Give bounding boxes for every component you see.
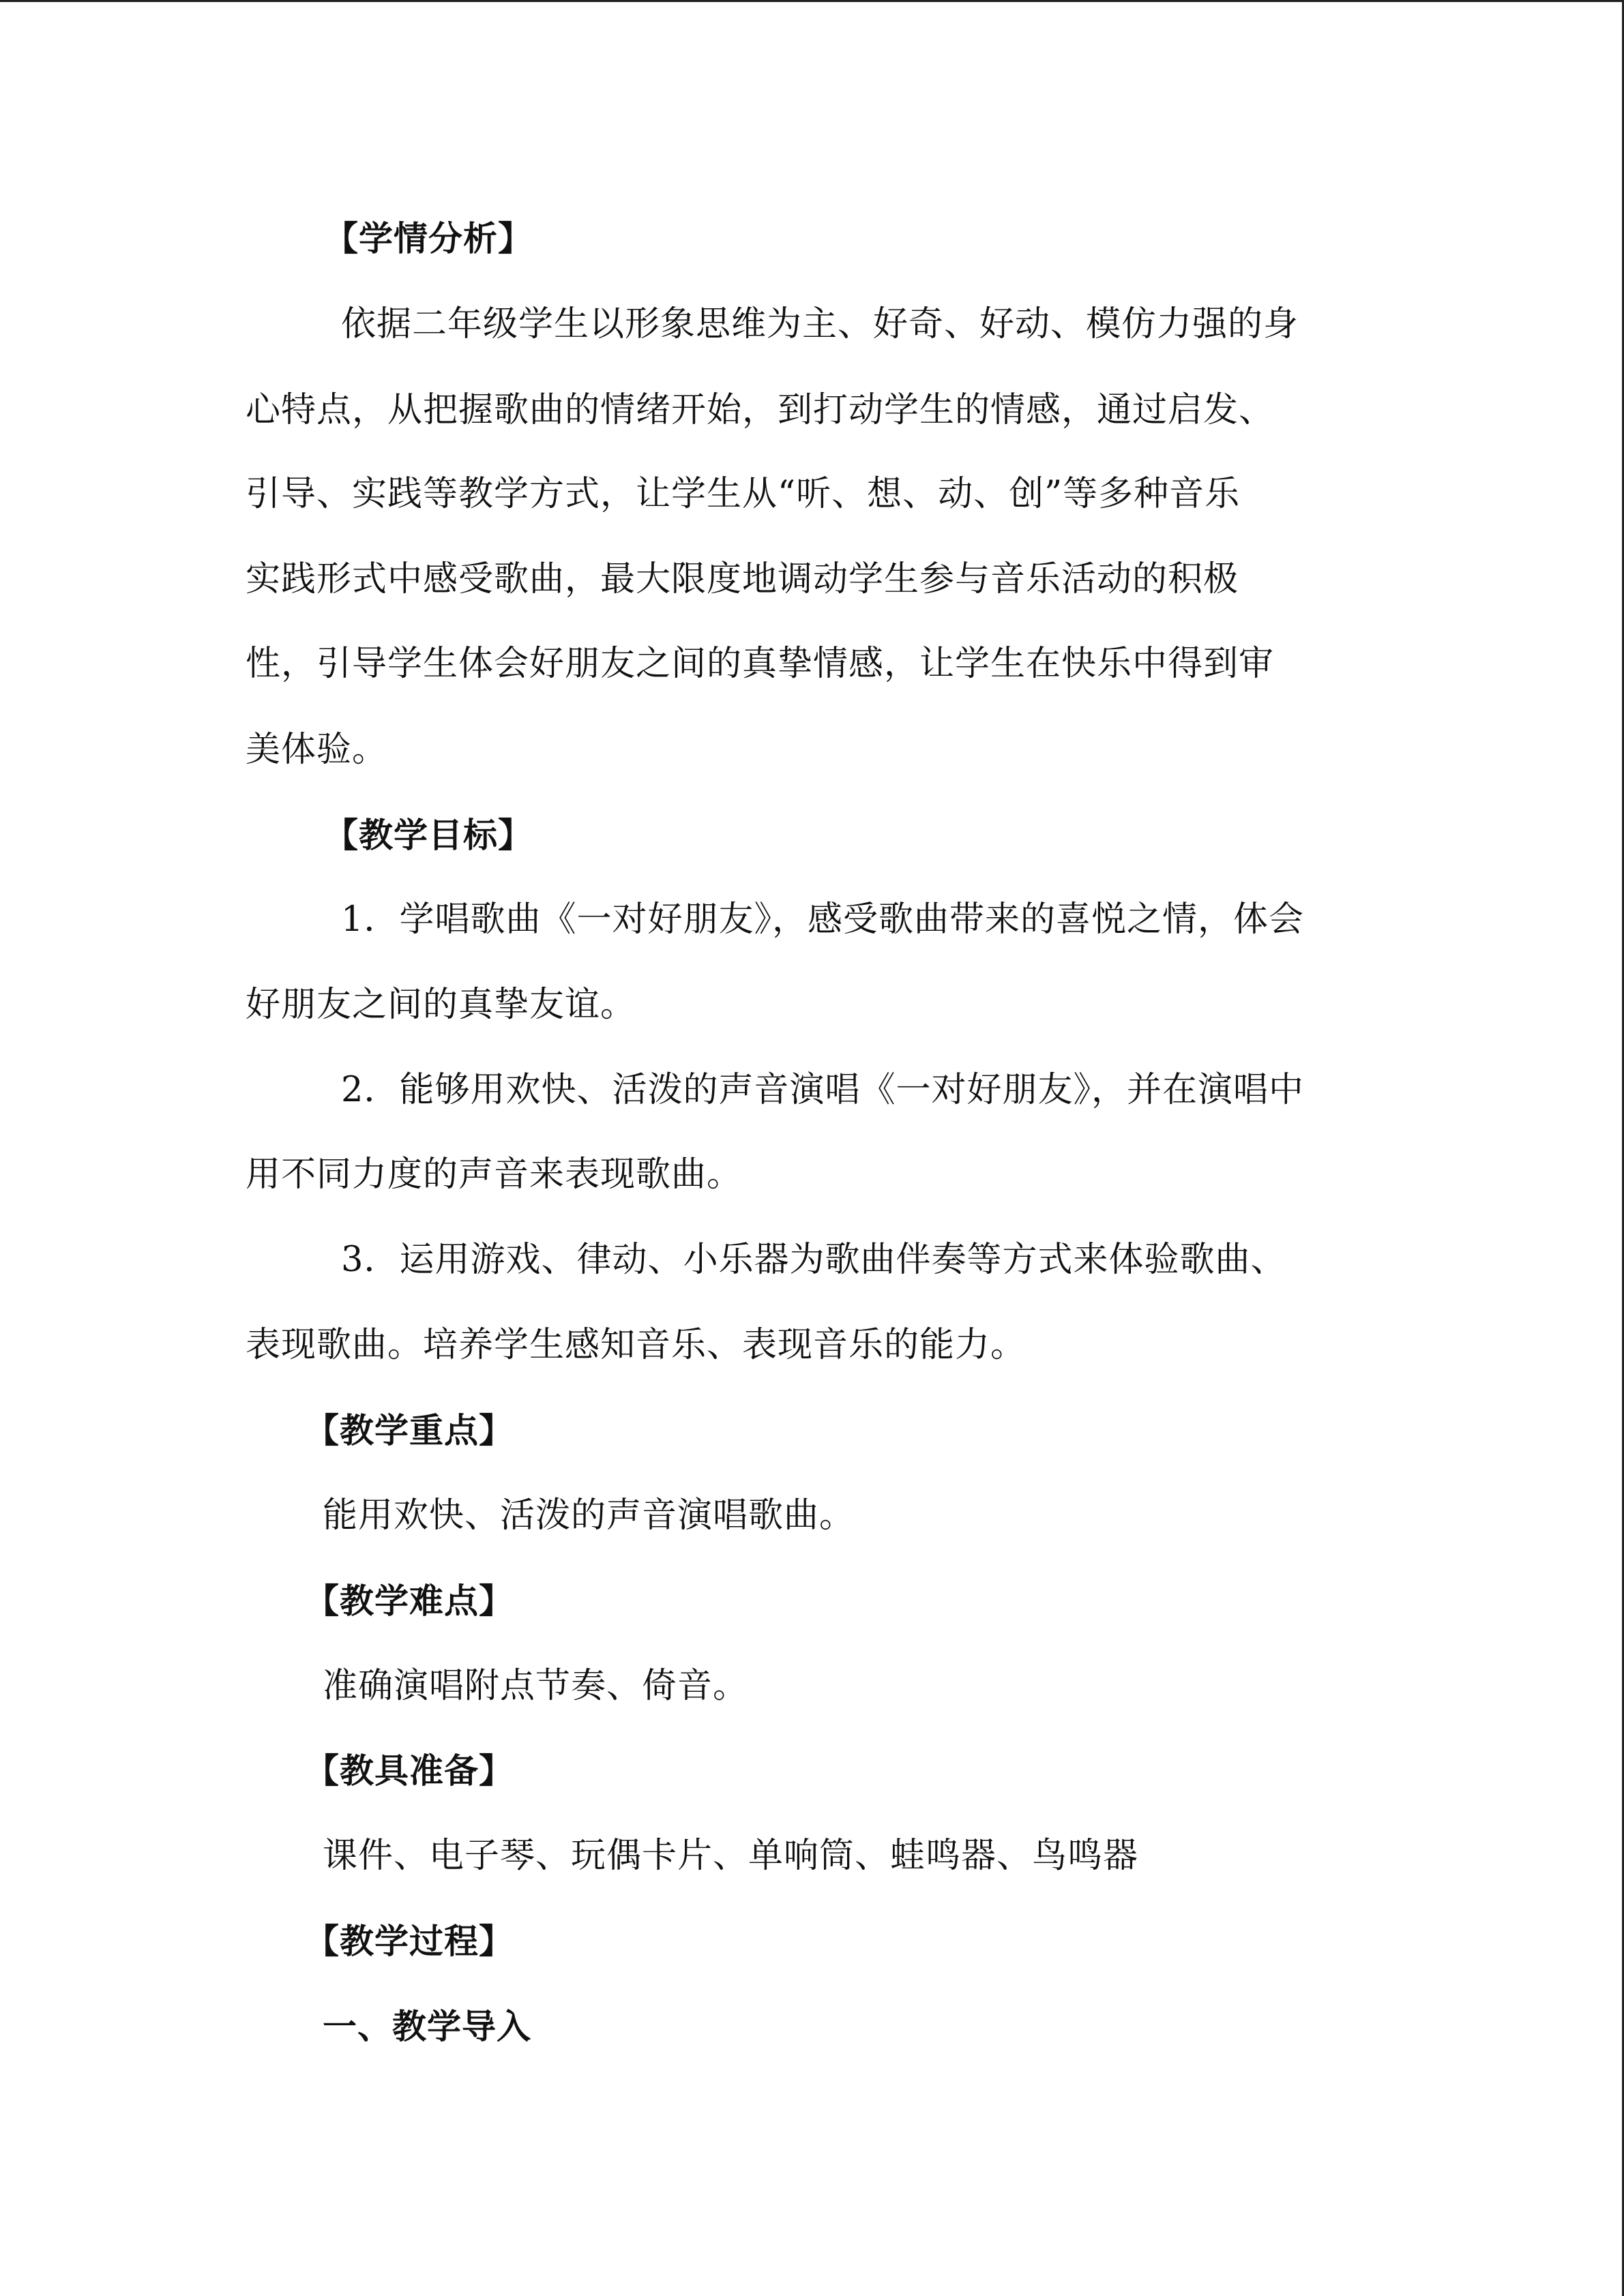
- heading-objectives: 【教学目标】: [324, 816, 533, 855]
- student-analysis-line-6: 美体验。: [246, 730, 388, 770]
- student-analysis-line-1: 依据二年级学生以形象思维为主、好奇、好动、模仿力强的身: [341, 304, 1299, 344]
- student-analysis-line-2: 心特点，从把握歌曲的情绪开始，到打动学生的情感，通过启发、: [246, 390, 1275, 430]
- student-analysis-line-4: 实践形式中感受歌曲，最大限度地调动学生参与音乐活动的积极: [246, 559, 1239, 599]
- materials-text: 课件、电子琴、玩偶卡片、单响筒、蛙鸣器、鸟鸣器: [323, 1836, 1139, 1876]
- heading-key-points: 【教学重点】: [305, 1411, 514, 1450]
- heading-materials: 【教具准备】: [305, 1751, 514, 1791]
- heading-difficulties: 【教学难点】: [305, 1581, 514, 1621]
- key-points-text: 能用欢快、活泼的声音演唱歌曲。: [323, 1495, 855, 1536]
- objectives-line-2: 好朋友之间的真挚友谊。: [246, 985, 636, 1025]
- page-border-top: [0, 0, 1624, 2]
- difficulties-text: 准确演唱附点节奏、倚音。: [323, 1666, 749, 1706]
- objectives-line-4: 用不同力度的声音来表现歌曲。: [246, 1154, 743, 1195]
- process-subheading-intro: 一、教学导入: [323, 2007, 531, 2046]
- student-analysis-line-5: 性，引导学生体会好朋友之间的真挚情感，让学生在快乐中得到审: [246, 644, 1275, 684]
- student-analysis-line-3: 引导、实践等教学方式，让学生从“听、想、动、创”等多种音乐: [246, 474, 1241, 514]
- objectives-line-6: 表现歌曲。培养学生感知音乐、表现音乐的能力。: [246, 1325, 1027, 1365]
- objectives-line-3: 2．能够用欢快、活泼的声音演唱《一对好朋友》，并在演唱中: [341, 1070, 1304, 1110]
- objectives-line-5: 3．运用游戏、律动、小乐器为歌曲伴奏等方式来体验歌曲、: [341, 1240, 1286, 1280]
- objectives-line-1: 1．学唱歌曲《一对好朋友》，感受歌曲带来的喜悦之情，体会: [341, 899, 1304, 940]
- heading-student-analysis: 【学情分析】: [324, 219, 533, 258]
- heading-process: 【教学过程】: [305, 1922, 514, 1961]
